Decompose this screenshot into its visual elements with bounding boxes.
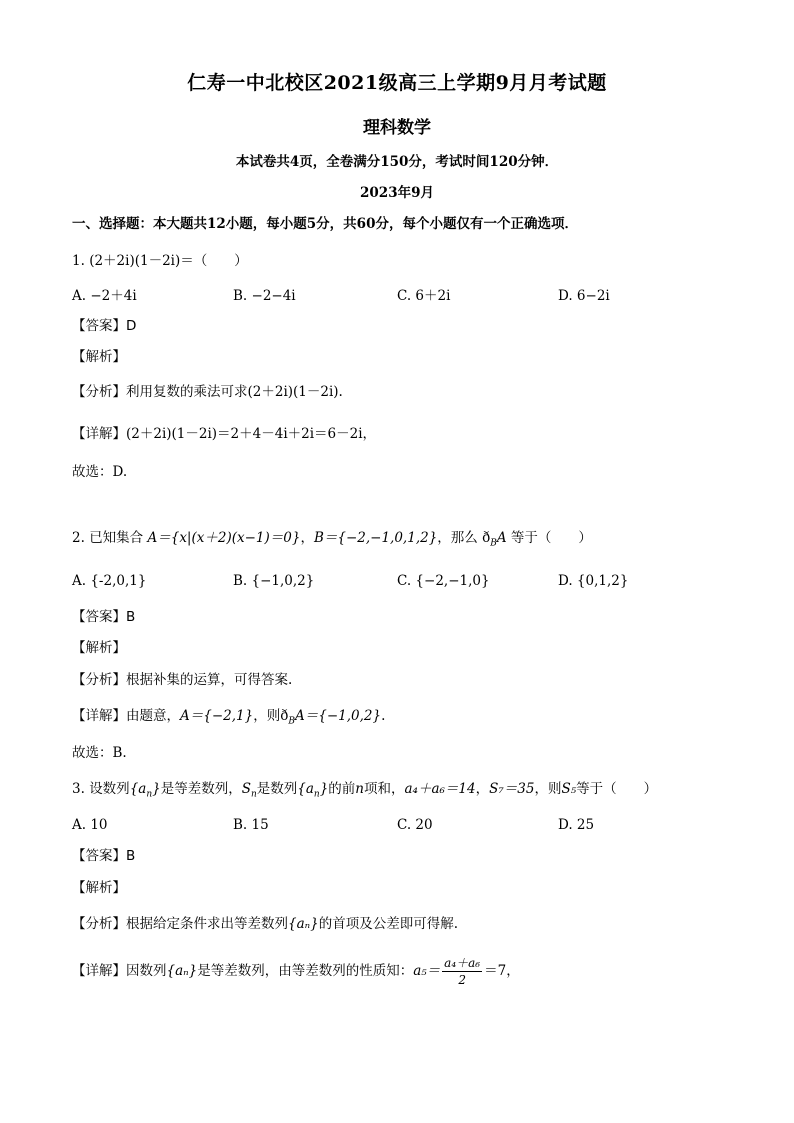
q3-jiexi: 【解析】 [72,880,126,896]
q1-paren: （ ） [193,253,248,269]
seq-an2-sub: n [313,789,320,800]
q3-cond-sep: ， [475,781,490,797]
q2-analysis-label: 【分析】 [72,672,126,688]
complement-set: A [496,530,507,546]
q1-detail-label: 【详解】 [72,426,126,442]
q3-text-g: 等于（ ） [576,781,658,797]
q2-text-a: 已知集合 [89,530,144,546]
q2-analysis [72,670,292,690]
q2-choice: 故选：B. [72,745,127,761]
q1-option-d: D. 6−2i [558,288,610,304]
q3-analysis-seq: {aₙ} [288,916,319,932]
q2-complement [482,530,507,549]
q3-text-f: ，则 [534,781,562,797]
q3-sn [241,781,257,800]
question-3 [72,779,657,805]
q2-set-b: B＝{−2,−1,0,1,2} [313,530,438,546]
q3-s5: S₅ [561,781,577,797]
q1-jiexi: 【解析】 [72,349,126,365]
q3-detail [72,953,520,989]
exam-title: 仁寿一中北校区2021级高三上学期9月月考试题 [187,72,607,94]
q2-number: 2. [72,530,85,546]
q3-detail-rhs: ＝7， [484,963,520,979]
q2-option-b: B. {−1,0,2} [233,573,315,589]
q2-option-d: D. {0,1,2} [558,573,629,589]
q1-number: 1. [72,253,85,269]
q2-option-a: A. {-2,0,1} [72,573,147,589]
q3-text-e: 项和， [364,781,405,797]
complement-symbol: ð [482,530,491,546]
q3-seq-an [129,781,161,800]
q3-detail-seq: {aₙ} [166,963,198,979]
seq-an-sub: n [146,789,153,800]
q1-option-a: A. −2＋4i [72,288,137,304]
q2-sep: ， [300,530,314,546]
q2-detail [72,706,385,732]
q3-analysis-text-a: 根据给定条件求出等差数列 [126,916,288,932]
exam-subject: 理科数学 [363,118,431,138]
section-heading: 一、选择题：本大题共12小题，每小题5分，共60分，每个小题仅有一个正确选项． [72,216,578,232]
q3-option-b: B. 15 [233,817,269,833]
q3-option-a: A. 10 [72,817,108,833]
q2-detail-text-a: 由题意， [126,708,180,724]
q1-detail [72,424,376,444]
q2-text-b: ，那么 [437,530,478,546]
seq-an-close: } [152,781,161,797]
complement-subscript: B [490,538,497,549]
q2-text-c: 等于（ ） [510,530,592,546]
fraction-denominator: 2 [458,973,466,987]
q1-option-c: C. 6＋2i [397,288,451,304]
question-1 [72,251,248,271]
q1-option-b: B. −2−4i [233,288,296,304]
q3-detail-lhs: a₅＝ [413,963,441,979]
q1-analysis [72,382,343,402]
q3-number: 3. [72,781,85,797]
seq-an2-base: {a [297,781,314,797]
seq-an2-close: } [319,781,329,797]
q2-detail-set-a: A＝{−2,1} [180,708,254,724]
sn-sub: n [250,789,257,800]
q3-option-c: C. 20 [397,817,433,833]
q2-detail-end: . [381,708,386,724]
q3-analysis [72,914,458,934]
q3-detail-text-c: 是等差数列，由等差数列的性质知： [197,963,414,979]
q3-option-d: D. 25 [558,817,595,833]
q3-analysis-label: 【分析】 [72,916,126,932]
q1-choice: 故选：D. [72,464,128,480]
q3-n: n [355,781,364,797]
q3-answer: 【答案】B [72,848,136,864]
q3-text-a: 设数列 [89,781,130,797]
q3-text-b: 是等差数列， [160,781,242,797]
q2-set-a: A＝{x|(x＋2)(x−1)＝0} [147,530,301,546]
q2-answer: 【答案】B [72,609,136,625]
q1-analysis-text: 利用复数的乘法可求(2＋2i)(1－2i). [126,384,343,400]
q1-answer: 【答案】D [72,318,137,334]
q2-jiexi: 【解析】 [72,640,126,656]
q3-cond-1: a₄＋a₆＝14 [404,781,476,797]
q3-cond-2: S₇＝35 [489,781,535,797]
seq-an-base: {a [129,781,147,797]
q2-detail-result: A＝{−1,0,2} [294,708,382,724]
q3-detail-label: 【详解】 [72,963,126,979]
question-2 [72,528,592,554]
q2-option-c: C. {−2,−1,0} [397,573,490,589]
q2-detail-complement-sub: B [288,716,295,727]
q2-detail-label: 【详解】 [72,708,126,724]
q3-seq-an-2 [297,781,329,800]
q3-text-c: 是数列 [256,781,298,797]
fraction-numerator: a₄＋a₆ [444,956,481,970]
sn-base: S [241,781,251,797]
q3-detail-fraction [442,955,482,988]
q2-detail-complement: ð [280,708,289,724]
q2-analysis-text: 根据补集的运算，可得答案. [126,672,293,688]
exam-date: 2023年9月 [360,185,434,201]
q1-analysis-label: 【分析】 [72,384,126,400]
q1-detail-text: (2＋2i)(1－2i)＝2＋4－4i＋2i＝6－2i， [126,426,377,442]
q2-detail-text-c: ，则 [253,708,281,724]
q3-detail-text-a: 因数列 [126,963,167,979]
q3-analysis-text-c: 的首项及公差即可得解. [318,916,458,932]
exam-notice: 本试卷共4页，全卷满分150分，考试时间120分钟． [235,154,559,170]
q1-expression: (2＋2i)(1－2i)＝ [89,253,194,269]
q3-text-d: 的前 [328,781,356,797]
